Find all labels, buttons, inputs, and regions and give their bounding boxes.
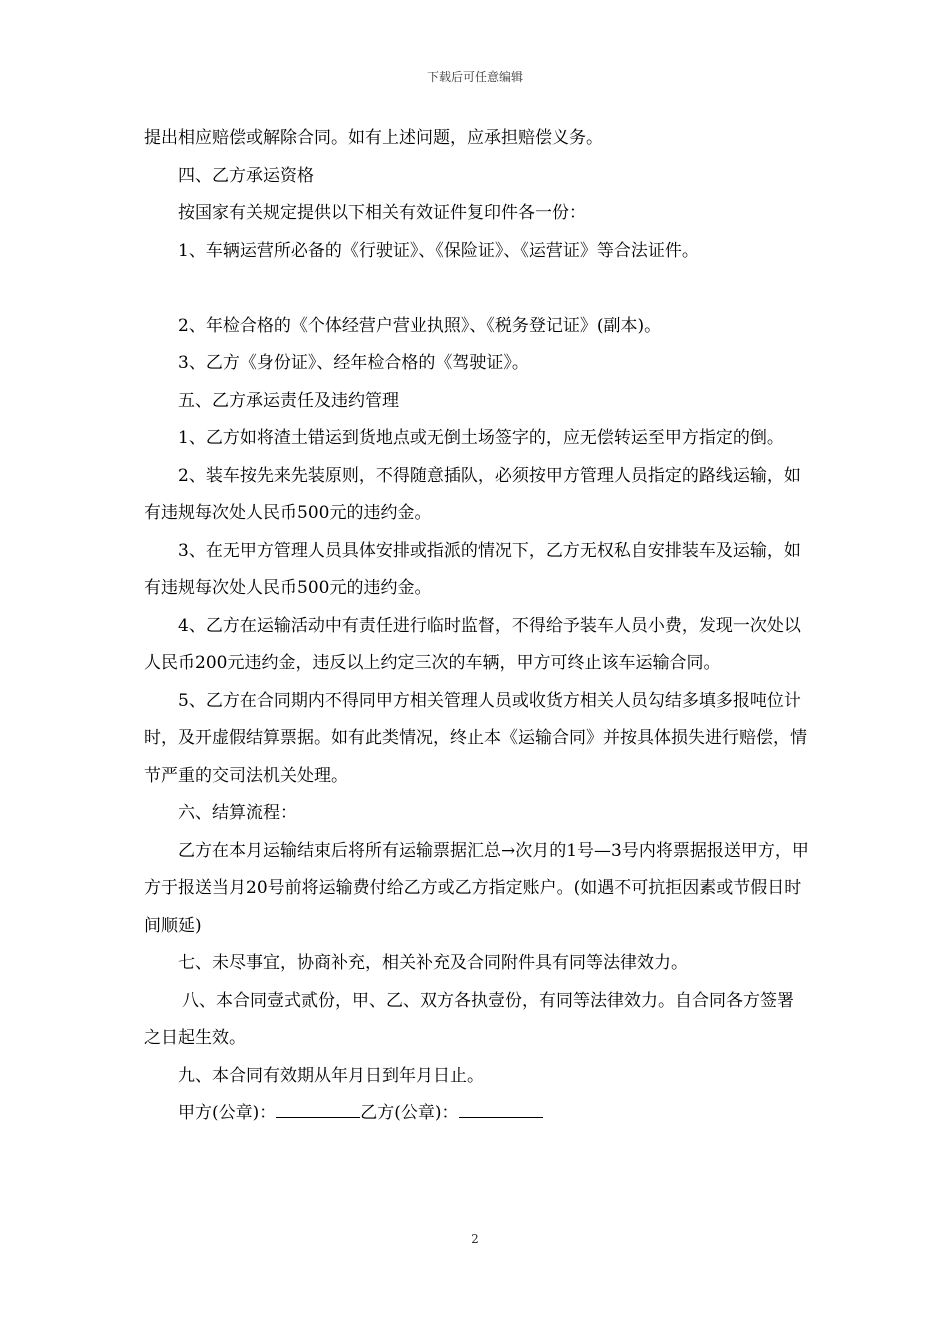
section-7: 七、未尽事宜，协商补充，相关补充及合同附件具有同等法律效力。 <box>178 953 688 973</box>
clause-5-4: 4、乙方在运输活动中有责任进行临时监督，不得给予装车人员小费，发现一次处以人民币200元违约金，违反以上约定三次的车辆，甲方可终止该车运输合同。 <box>144 615 801 673</box>
section-9: 九、本合同有效期从年月日到年月日止。 <box>178 1065 484 1086</box>
spacer <box>144 270 810 308</box>
page-number: 2 <box>471 1232 479 1246</box>
clause-5-3: 3、在无甲方管理人员具体安排或指派的情况下，乙方无权私自安排装车及运输，如有违规每次处人民币500元的违约金。 <box>144 540 801 598</box>
section-5-heading: 五、乙方承运责任及违约管理 <box>178 390 399 411</box>
settlement-process: 乙方在本月运输结束后将所有运输票据汇总→次月的1号—3号内将票据报送甲方，甲方于报送当月20号前将运输费付给乙方或乙方指定账户。(如遇不可抗拒因素或节假日时间顺延) <box>144 840 809 936</box>
party-a-seal-blank <box>276 1101 360 1118</box>
list-item-3: 3、乙方《身份证》、经年检合格的《驾驶证》。 <box>178 353 529 373</box>
paragraph-compensation: 提出相应赔偿或解除合同。如有上述问题，应承担赔偿义务。 <box>144 128 603 148</box>
clause-5-5: 5、乙方在合同期内不得同甲方相关管理人员或收货方相关人员勾结多填多报吨位计时，及开虚假结算票据。如有此类情况，终止本《运输合同》并按具体损失进行赔偿，情节严重的交司法机关处理。 <box>144 690 807 786</box>
party-b-seal-blank <box>459 1101 543 1118</box>
party-b-seal-label: 乙方(公章)： <box>360 1103 459 1123</box>
signature-line <box>144 1095 810 1133</box>
clause-5-2: 2、装车按先来先装原则，不得随意插队，必须按甲方管理人员指定的路线运输，如有违规每次处人民币500元的违约金。 <box>144 465 801 523</box>
section-4-heading: 四、乙方承运资格 <box>178 165 314 186</box>
document-body <box>144 120 810 1133</box>
section-8: 八、本合同壹式贰份，甲、乙、双方各执壹份，有同等法律效力。自合同各方签署之日起生效。 <box>144 990 794 1048</box>
list-item-2: 2、年检合格的《个体经营户营业执照》、《税务登记证》(副本)。 <box>178 315 662 336</box>
section-6-heading: 六、结算流程： <box>178 803 297 823</box>
list-item-1: 1、车辆运营所必备的《行驶证》、《保险证》、《运营证》等合法证件。 <box>178 240 699 261</box>
party-a-seal-label: 甲方(公章)： <box>178 1103 277 1123</box>
page-header: 下载后可任意编辑 <box>426 70 523 84</box>
paragraph-certificates-intro: 按国家有关规定提供以下相关有效证件复印件各一份： <box>178 203 586 223</box>
clause-5-1: 1、乙方如将渣土错运到货地点或无倒土场签字的，应无偿转运至甲方指定的倒。 <box>178 428 784 448</box>
